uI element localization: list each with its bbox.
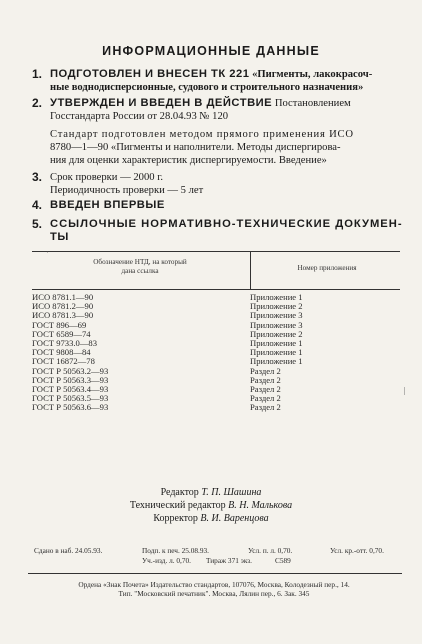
appendix-number: Раздел 2 <box>250 393 281 404</box>
table-header-appendix: Номер приложения <box>297 264 357 272</box>
page-title: ИНФОРМАЦИОННЫЕ ДАННЫЕ <box>102 44 320 58</box>
table-column-divider <box>250 251 251 289</box>
document-designation: ИСО 8781.2—90 <box>32 301 94 312</box>
appendix-number: Приложение 1 <box>250 347 303 358</box>
margin-mark: ˙ <box>46 250 49 259</box>
appendix-number: Приложение 1 <box>250 356 303 367</box>
section-heading: УТВЕРЖДЕН И ВВЕДЕН В ДЕЙСТВИЕ <box>50 97 273 109</box>
document-designation: ГОСТ 6589—74 <box>32 328 91 339</box>
section-4 <box>32 199 410 212</box>
section-number: 1. <box>32 67 43 81</box>
section-2 <box>32 97 410 123</box>
appendix-number: Раздел 2 <box>250 402 281 413</box>
appendix-number: Приложение 2 <box>250 301 303 312</box>
section-3 <box>32 171 410 197</box>
appendix-number: Раздел 2 <box>250 374 281 385</box>
editor-credit: Редактор Т. П. Шашина <box>160 487 262 498</box>
section-text: Госстандарта России от 28.04.93 № 120 <box>50 111 229 122</box>
document-designation: ГОСТ Р 50563.2—93 <box>32 365 109 376</box>
standard-note <box>32 128 410 167</box>
document-designation: ГОСТ 16872—78 <box>32 356 95 367</box>
section-text: Постановлением <box>274 98 351 109</box>
section-text: ные воднодисперсионные, судового и строительного назначения» <box>50 82 364 93</box>
section-heading: ТЫ <box>50 231 69 243</box>
tech-editor-credit: Технический редактор В. Н. Малькова <box>129 500 293 511</box>
appendix-number: Раздел 2 <box>250 384 281 394</box>
section-heading: ССЫЛОЧНЫЕ НОРМАТИВНО-ТЕХНИЧЕСКИЕ ДОКУМЕН- <box>50 218 403 230</box>
imprint-details: Сдано в наб. 24.05.93. Подп. к печ. 25.08.93. Усл. п. л. 0,70. Усл. кр.-отт. 0,70. Уч.-изд. л. 0,70. Тираж 371 экз. С589 <box>34 546 384 565</box>
section-1 <box>32 68 410 94</box>
appendix-number: Раздел 2 <box>250 365 281 376</box>
appendix-number: Приложение 3 <box>250 310 303 321</box>
document-designation: ГОСТ 9808—84 <box>32 347 91 358</box>
document-designation: ГОСТ 896—69 <box>32 319 87 330</box>
section-number: 3. <box>32 170 43 184</box>
section-text: Срок проверки — 2000 г. <box>50 172 163 183</box>
section-text: «Пигменты, лакокрасоч- <box>252 69 373 80</box>
note-line: 8780—1—90 «Пигменты и наполнители. Методы диспергирова- <box>50 142 341 153</box>
table-top-rule <box>32 251 400 252</box>
section-text: Периодичность проверки — 5 лет <box>50 185 204 196</box>
note-line: Стандарт подготовлен методом прямого применения ИСО <box>50 129 354 140</box>
appendix-number: Приложение 1 <box>250 292 303 302</box>
appendix-number: Приложение 1 <box>250 338 303 348</box>
table-header-rule <box>32 289 400 290</box>
table-row <box>32 402 362 412</box>
section-heading: ПОДГОТОВЛЕН И ВНЕСЕН ТК 221 <box>50 68 250 80</box>
proofreader-credit: Корректор В. И. Варенцова <box>153 513 269 524</box>
document-designation: ГОСТ Р 50563.6—93 <box>32 402 109 413</box>
document-designation: ГОСТ Р 50563.3—93 <box>32 374 109 385</box>
document-designation: ГОСТ Р 50563.4—93 <box>32 384 109 394</box>
document-designation: ИСО 8781.3—90 <box>32 310 94 321</box>
publisher-info: Ордена «Знак Почета» Издательство стандартов, 107076, Москва, Колодезный пер., 14. Тип. "Московский печатник". Москва, Лялин пер., 6. Зак. 345 <box>78 580 350 598</box>
section-number: 5. <box>32 217 43 231</box>
note-line: ния для оценки характеристик диспергируемости. Введение» <box>50 155 327 166</box>
appendix-number: Приложение 2 <box>250 328 303 339</box>
section-5 <box>32 218 410 244</box>
margin-mark: | <box>404 386 406 395</box>
document-designation: ГОСТ 9733.0—83 <box>32 338 98 348</box>
imprint-rule <box>28 573 402 574</box>
appendix-number: Приложение 3 <box>250 319 303 330</box>
table-header-document: Обозначение НТД, на который дана ссылка <box>93 258 187 275</box>
section-number: 4. <box>32 198 43 212</box>
document-designation: ГОСТ Р 50563.5—93 <box>32 393 109 404</box>
section-number: 2. <box>32 96 43 110</box>
document-designation: ИСО 8781.1—90 <box>32 292 94 302</box>
section-heading: ВВЕДЕН ВПЕРВЫЕ <box>50 199 165 211</box>
